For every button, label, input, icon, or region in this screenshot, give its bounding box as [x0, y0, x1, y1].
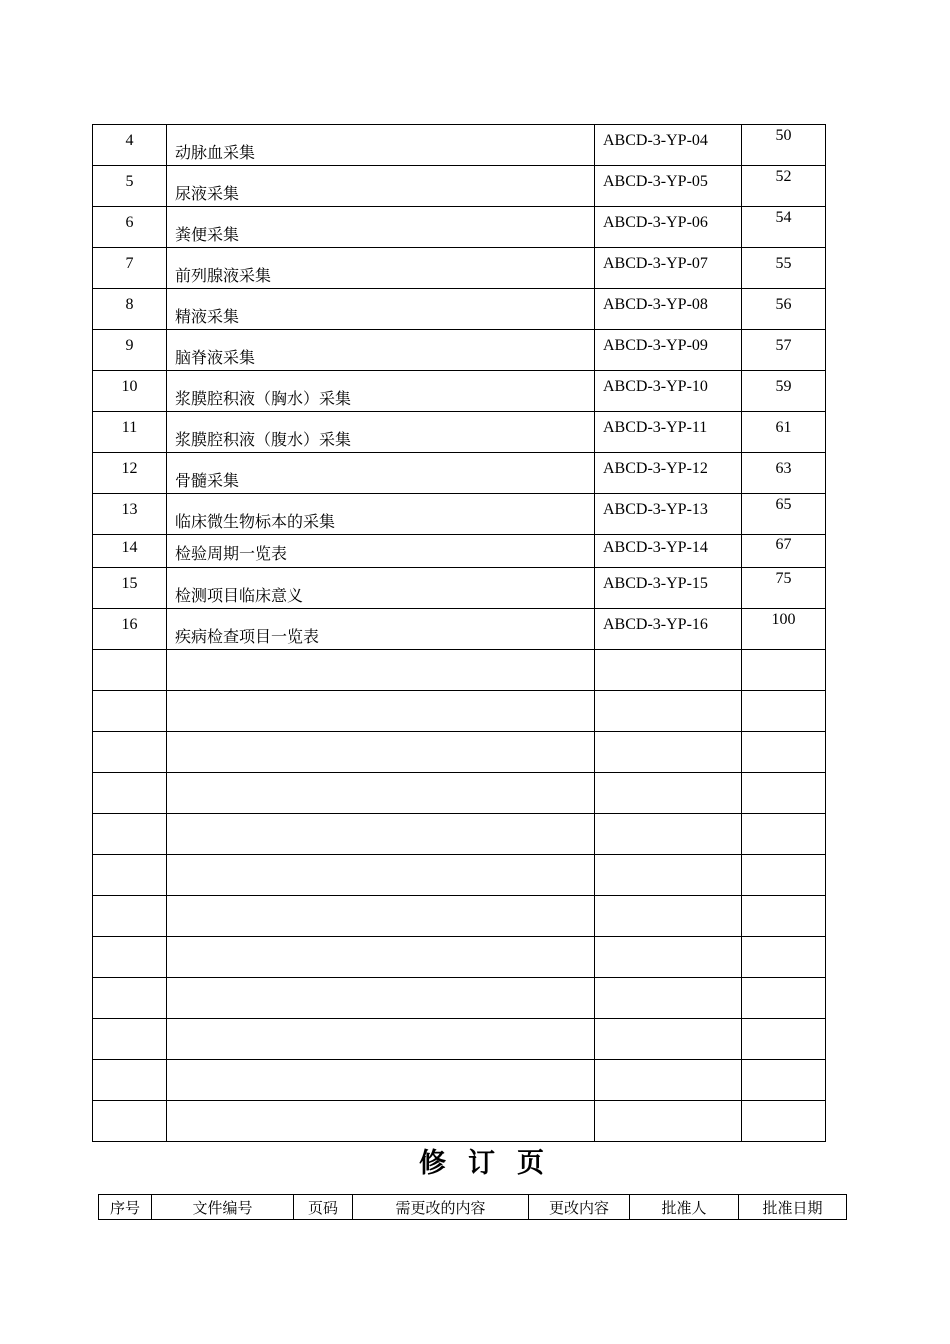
toc-empty-cell — [167, 773, 595, 814]
toc-page-cell: 100 — [742, 609, 826, 650]
toc-empty-cell — [167, 814, 595, 855]
toc-empty-cell — [93, 855, 167, 896]
toc-row — [93, 166, 826, 207]
toc-empty-cell — [742, 773, 826, 814]
toc-empty-row — [93, 978, 826, 1019]
revision-header-cell: 更改内容 — [529, 1195, 630, 1220]
toc-row — [93, 330, 826, 371]
toc-number-cell: 11 — [93, 412, 167, 453]
toc-number-cell: 14 — [93, 535, 167, 568]
toc-number-cell: 9 — [93, 330, 167, 371]
revision-title: 修订页 — [419, 1148, 566, 1179]
toc-code-cell: ABCD-3-YP-11 — [595, 412, 742, 453]
toc-empty-cell — [167, 691, 595, 732]
toc-empty-cell — [167, 937, 595, 978]
toc-code-cell: ABCD-3-YP-12 — [595, 453, 742, 494]
toc-page-cell: 61 — [742, 412, 826, 453]
toc-empty-row — [93, 1101, 826, 1142]
toc-name-cell: 疾病检查项目一览表 — [167, 609, 595, 650]
toc-empty-cell — [595, 732, 742, 773]
toc-name-cell: 临床微生物标本的采集 — [167, 494, 595, 535]
toc-page-cell: 67 — [742, 535, 826, 568]
toc-row — [93, 207, 826, 248]
toc-empty-cell — [595, 855, 742, 896]
toc-code-cell: ABCD-3-YP-08 — [595, 289, 742, 330]
toc-row — [93, 371, 826, 412]
toc-code-cell: ABCD-3-YP-07 — [595, 248, 742, 289]
toc-empty-cell — [595, 978, 742, 1019]
toc-page-cell: 57 — [742, 330, 826, 371]
toc-empty-cell — [742, 691, 826, 732]
toc-empty-row — [93, 814, 826, 855]
toc-empty-cell — [93, 1019, 167, 1060]
toc-empty-cell — [595, 691, 742, 732]
toc-empty-cell — [167, 1019, 595, 1060]
toc-empty-cell — [742, 1060, 826, 1101]
toc-row — [93, 453, 826, 494]
toc-row — [93, 125, 826, 166]
toc-empty-cell — [167, 650, 595, 691]
toc-name-cell: 前列腺液采集 — [167, 248, 595, 289]
toc-number-cell: 8 — [93, 289, 167, 330]
toc-empty-row — [93, 1019, 826, 1060]
toc-code-cell: ABCD-3-YP-06 — [595, 207, 742, 248]
revision-header-cell: 序号 — [99, 1195, 152, 1220]
toc-empty-row — [93, 691, 826, 732]
toc-empty-row — [93, 650, 826, 691]
toc-number-cell: 10 — [93, 371, 167, 412]
toc-body — [93, 125, 826, 1142]
toc-empty-cell — [167, 896, 595, 937]
toc-empty-row — [93, 896, 826, 937]
toc-empty-cell — [93, 978, 167, 1019]
toc-number-cell: 15 — [93, 568, 167, 609]
toc-empty-cell — [595, 650, 742, 691]
toc-empty-cell — [742, 937, 826, 978]
toc-empty-cell — [742, 650, 826, 691]
toc-row — [93, 535, 826, 568]
toc-row — [93, 248, 826, 289]
toc-empty-row — [93, 1060, 826, 1101]
toc-number-cell: 4 — [93, 125, 167, 166]
toc-name-cell: 浆膜腔积液（腹水）采集 — [167, 412, 595, 453]
revision-table — [98, 1194, 847, 1220]
toc-empty-cell — [167, 855, 595, 896]
toc-empty-cell — [93, 1060, 167, 1101]
toc-code-cell: ABCD-3-YP-04 — [595, 125, 742, 166]
toc-empty-cell — [742, 814, 826, 855]
toc-empty-cell — [93, 937, 167, 978]
toc-number-cell: 13 — [93, 494, 167, 535]
toc-empty-cell — [742, 1101, 826, 1142]
toc-empty-cell — [742, 896, 826, 937]
revision-header-cell: 文件编号 — [152, 1195, 294, 1220]
toc-page-cell: 50 — [742, 125, 826, 166]
toc-name-cell: 浆膜腔积液（胸水）采集 — [167, 371, 595, 412]
toc-empty-cell — [93, 732, 167, 773]
revision-header-row — [99, 1195, 847, 1220]
toc-name-cell: 尿液采集 — [167, 166, 595, 207]
toc-name-cell: 检测项目临床意义 — [167, 568, 595, 609]
toc-code-cell: ABCD-3-YP-16 — [595, 609, 742, 650]
toc-name-cell: 动脉血采集 — [167, 125, 595, 166]
toc-page-cell: 75 — [742, 568, 826, 609]
toc-row — [93, 494, 826, 535]
toc-code-cell: ABCD-3-YP-10 — [595, 371, 742, 412]
toc-number-cell: 6 — [93, 207, 167, 248]
toc-empty-cell — [93, 691, 167, 732]
toc-row — [93, 609, 826, 650]
toc-empty-cell — [595, 814, 742, 855]
toc-empty-cell — [595, 1019, 742, 1060]
toc-number-cell: 5 — [93, 166, 167, 207]
revision-header-cell: 需更改的内容 — [353, 1195, 529, 1220]
toc-row — [93, 412, 826, 453]
toc-empty-cell — [595, 1060, 742, 1101]
toc-empty-cell — [93, 650, 167, 691]
toc-number-cell: 16 — [93, 609, 167, 650]
toc-empty-cell — [742, 732, 826, 773]
toc-name-cell: 精液采集 — [167, 289, 595, 330]
toc-page-cell: 63 — [742, 453, 826, 494]
toc-empty-cell — [742, 1019, 826, 1060]
toc-empty-row — [93, 855, 826, 896]
revision-header-cell: 批准人 — [630, 1195, 739, 1220]
toc-empty-cell — [595, 1101, 742, 1142]
toc-empty-cell — [167, 732, 595, 773]
toc-empty-cell — [742, 978, 826, 1019]
toc-code-cell: ABCD-3-YP-05 — [595, 166, 742, 207]
toc-page-cell: 52 — [742, 166, 826, 207]
toc-number-cell: 12 — [93, 453, 167, 494]
toc-empty-cell — [595, 773, 742, 814]
toc-code-cell: ABCD-3-YP-09 — [595, 330, 742, 371]
toc-name-cell: 检验周期一览表 — [167, 535, 595, 568]
toc-empty-cell — [93, 896, 167, 937]
toc-empty-cell — [167, 978, 595, 1019]
toc-name-cell: 粪便采集 — [167, 207, 595, 248]
toc-code-cell: ABCD-3-YP-13 — [595, 494, 742, 535]
toc-empty-row — [93, 732, 826, 773]
toc-page-cell: 56 — [742, 289, 826, 330]
toc-page-cell: 55 — [742, 248, 826, 289]
toc-empty-cell — [167, 1101, 595, 1142]
toc-empty-cell — [742, 855, 826, 896]
toc-empty-cell — [595, 896, 742, 937]
toc-page-cell: 59 — [742, 371, 826, 412]
toc-row — [93, 289, 826, 330]
toc-empty-cell — [93, 773, 167, 814]
toc-empty-cell — [93, 1101, 167, 1142]
toc-number-cell: 7 — [93, 248, 167, 289]
toc-table — [92, 124, 826, 1142]
toc-empty-row — [93, 773, 826, 814]
revision-header-cell: 页码 — [294, 1195, 353, 1220]
revision-header-cell: 批准日期 — [739, 1195, 847, 1220]
toc-empty-cell — [595, 937, 742, 978]
toc-code-cell: ABCD-3-YP-15 — [595, 568, 742, 609]
toc-code-cell: ABCD-3-YP-14 — [595, 535, 742, 568]
toc-empty-cell — [93, 814, 167, 855]
toc-page-cell: 65 — [742, 494, 826, 535]
toc-empty-row — [93, 937, 826, 978]
toc-page-cell: 54 — [742, 207, 826, 248]
toc-empty-cell — [167, 1060, 595, 1101]
toc-row — [93, 568, 826, 609]
toc-name-cell: 脑脊液采集 — [167, 330, 595, 371]
toc-name-cell: 骨髓采集 — [167, 453, 595, 494]
